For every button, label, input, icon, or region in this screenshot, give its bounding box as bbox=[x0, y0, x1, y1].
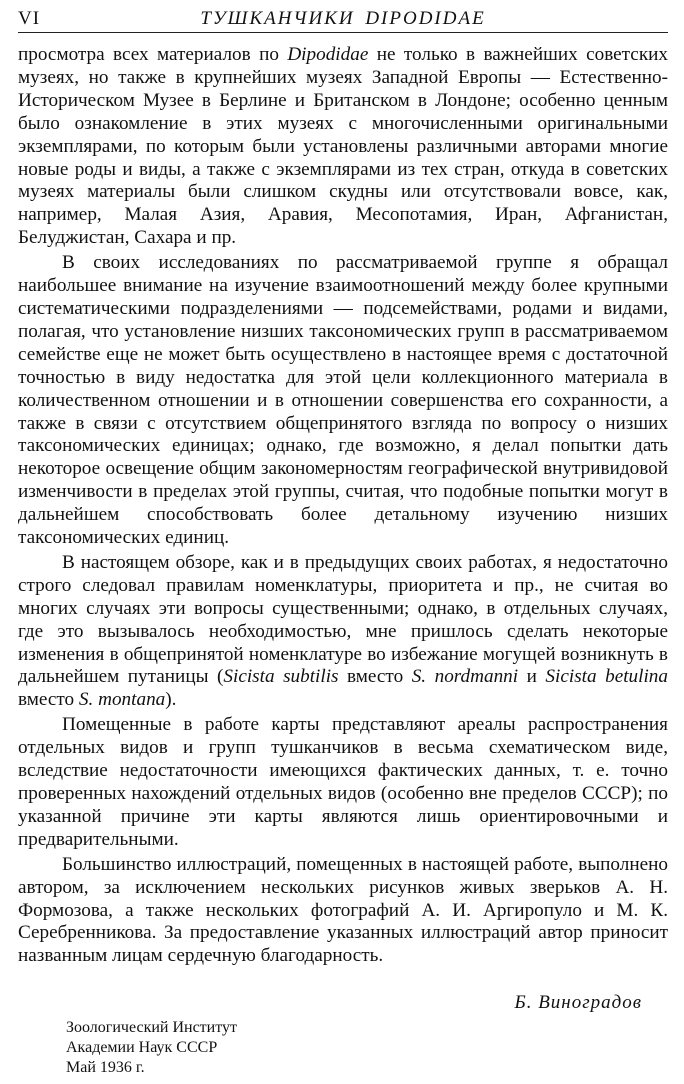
text-run: вместо bbox=[18, 689, 79, 711]
text-run: В настоящем обзоре, как и в предыдущих своих работах, я недостаточно строго следовал правилам номенклатуры, приоритета и пр., не считая во многих случаях эти вопросы существенными; однако, в отдельных случаях, где это вызывалось необходимостью, мне пришлось сделать некоторые изменения в общепринятой номенклатуре во избежание могущей возникнуть в дальнейшем путаницы ( bbox=[18, 551, 668, 688]
text-run: вместо bbox=[338, 666, 412, 688]
italic-latin-name: S. montana bbox=[78, 689, 166, 711]
text-run: В своих исследованиях по рассматриваемой группе я обращал наибольшее внимание на изучение взаимоотношений между более крупными систематическими подразделениями — подсемействами, родами и видами, полагая, что установление низших таксономических групп в рассматриваемом семействе еще не может быть осуществлено в настоящее время с достаточной точностью в виду недостатка для этой цели коллекционного материала в количественном отношении и в отношении совершенства его сохранности, а также в связи с отсутствием общепринятого взгляда по вопросу о низших таксономических единицах; однако, где возможно, я делал попытки дать некоторое освещение общим закономерностям географической внутривидовой изменчивости в пределах этой группы, считая, что подобные попытки могут в дальнейшем способствовать более детальному изучению низших таксономических единиц. bbox=[18, 252, 668, 549]
page-header bbox=[18, 6, 668, 33]
italic-latin-name: S. nordmanni bbox=[411, 666, 519, 688]
paragraph bbox=[18, 714, 668, 851]
affiliation-date: Май 1936 г. bbox=[66, 1059, 145, 1076]
paragraph bbox=[18, 552, 668, 712]
text-run: не только в важнейших советских музеях, но также в крупнейших музеях Западной Европы — Естественно-Историческом Музее в Берлине и Британском в Лондоне; особенно ценным было ознакомление в этих музеях с многочисленными оригинальными экземплярами, по которым были установлены различными авторами многие новые роды и виды, а также с экземплярами из тех стран, откуда в советских музеях материалы были слишком скудны или отсутствовали вовсе, как, например, Малая Азия, Аравия, Месопотамия, Иран, Афганистан, Белуджистан, Сахара и пр. bbox=[18, 44, 669, 249]
page-number: VI bbox=[18, 8, 41, 29]
affiliation-institute: Зоологический Институт bbox=[66, 1019, 238, 1036]
paragraph bbox=[18, 252, 668, 550]
text-run: Большинство иллюстраций, помещенных в настоящей работе, выполнено автором, за исключением нескольких рисунков живых зверьков А. Н. Формозова, а также нескольких фотографий А. И. Аргиропуло и М. К. Серебренникова. За предоставление указанных иллюстраций автор приносит названным лицам сердечную благодарность. bbox=[18, 853, 668, 967]
italic-latin-name: Dipodidae bbox=[287, 44, 369, 65]
body-text bbox=[18, 44, 668, 970]
text-run: и bbox=[518, 666, 546, 688]
running-title: ТУШКАНЧИКИ DIPODIDAE bbox=[200, 8, 486, 29]
author-signature: Б. Виноградов bbox=[514, 992, 642, 1013]
text-run: ). bbox=[165, 689, 177, 711]
affiliation-academy: Академии Наук СССР bbox=[66, 1039, 218, 1056]
paragraph bbox=[18, 854, 668, 969]
text-run: просмотра всех материалов по bbox=[18, 44, 288, 65]
text-run: Помещенные в работе карты представляют ареалы распространения отдельных видов и групп тушканчиков в весьма схематическом виде, вследствие недостаточности имеющихся фактических данных, т. е. точно проверенных нахождений отдельных видов (особенно вне пределов СССР); по указанной причине эти карты являются лишь ориентировочными и предварительными. bbox=[18, 714, 668, 850]
paragraph bbox=[18, 44, 668, 250]
affiliation-block bbox=[66, 1018, 237, 1078]
italic-latin-name: Sicista subtilis bbox=[223, 666, 339, 688]
italic-latin-name: Sicista betulina bbox=[545, 666, 668, 688]
